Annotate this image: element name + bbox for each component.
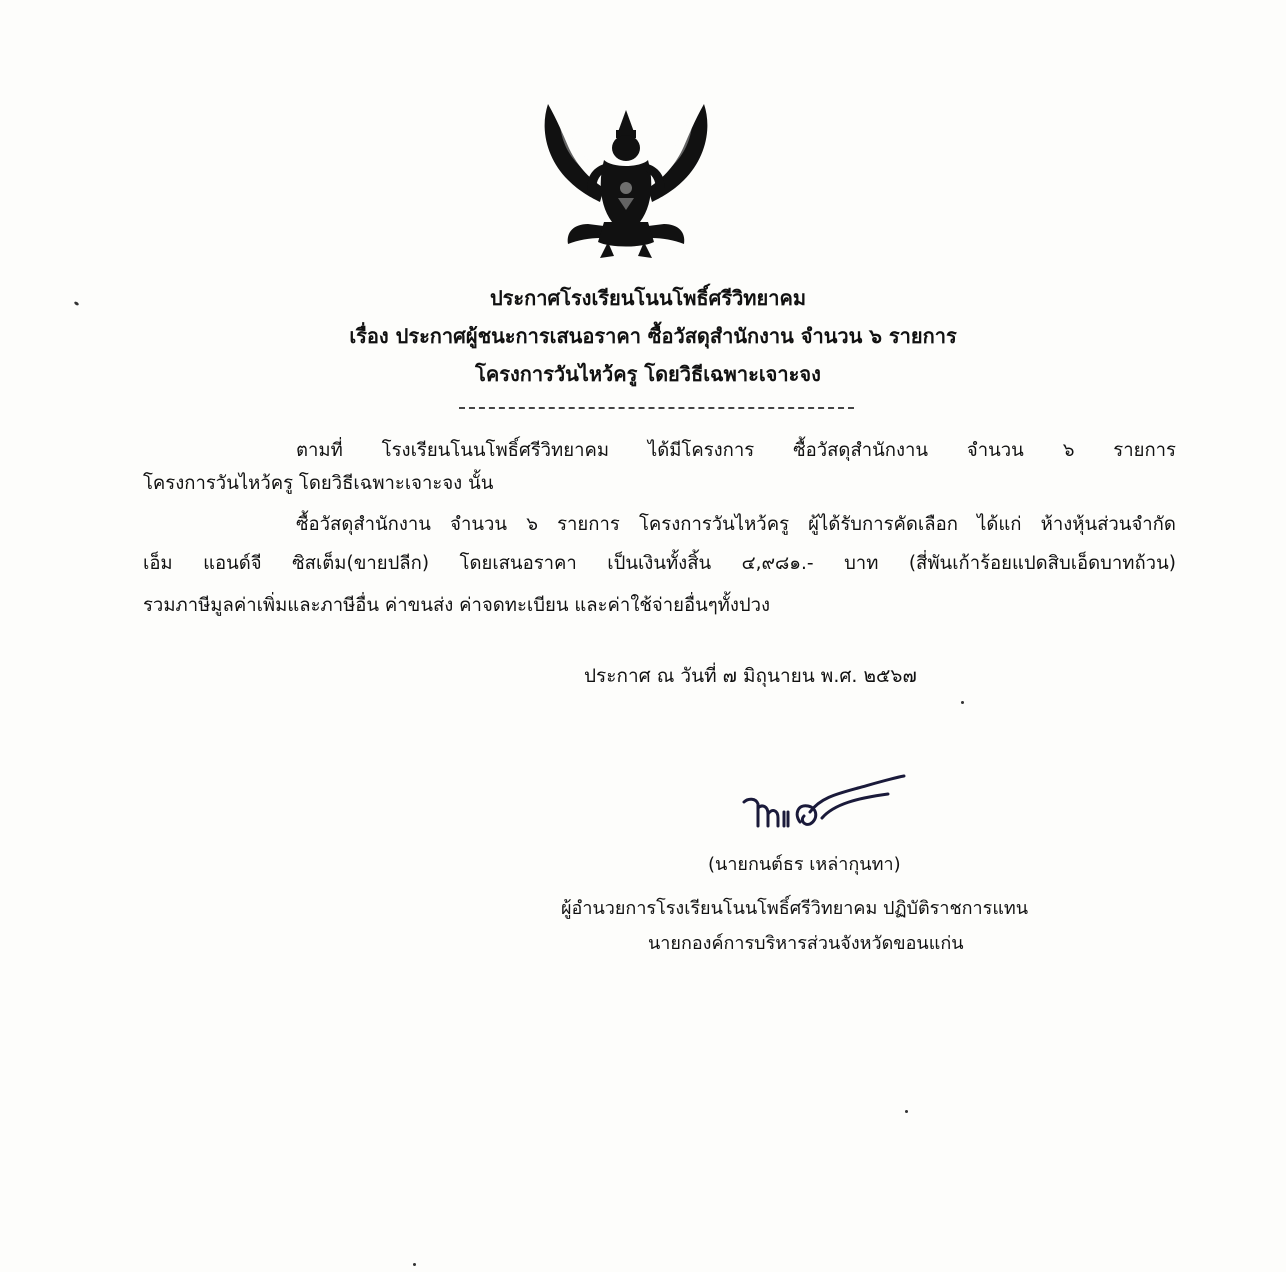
word: แอนด์จี (203, 553, 262, 574)
word: ๖ (1062, 440, 1075, 461)
word: ห้างหุ้นส่วนจำกัด (1040, 514, 1176, 535)
word: จำนวน (450, 514, 508, 535)
word: รายการ (557, 514, 620, 535)
paragraph-1-line-1 (296, 439, 1176, 463)
word: ซื้อวัสดุสำนักงาน (296, 514, 431, 535)
signatory-position: ผู้อำนวยการโรงเรียนโนนโพธิ์ศรีวิทยาคม ปฏิบัติราชการแทน (561, 898, 1029, 919)
signatory-on-behalf-of: นายกองค์การบริหารส่วนจังหวัดขอนแก่น (648, 933, 964, 954)
word: โครงการวันไหว้ครู (638, 514, 790, 535)
word: ซิสเต็ม(ขายปลีก) (292, 553, 430, 574)
announcement-date: ประกาศ ณ วันที่ ๗ มิถุนายน พ.ศ. ๒๕๖๗ (584, 665, 917, 687)
word: เอ็ม (143, 553, 173, 574)
scan-speck (961, 701, 964, 704)
header-divider (459, 407, 854, 409)
word: บาท (844, 553, 879, 574)
word: เป็นเงินทั้งสิ้น (607, 553, 712, 574)
word: ได้แก่ (977, 514, 1022, 535)
word: ซื้อวัสดุสำนักงาน (793, 440, 929, 461)
word: ๖ (526, 514, 538, 535)
word: ได้มีโครงการ (647, 440, 755, 461)
scan-speck (413, 1263, 416, 1266)
word: จำนวน (966, 440, 1024, 461)
document-subject: เรื่อง ประกาศผู้ชนะการเสนอราคา ซื้อวัสดุสำนักงาน จำนวน ๖ รายการ (349, 324, 957, 348)
price-in-words: (สี่พันเก้าร้อยแปดสิบเอ็ดบาทถ้วน) (908, 553, 1176, 574)
signatory-name: (นายกนต์ธร เหล่ากุนทา) (708, 854, 901, 875)
word: ผู้ได้รับการคัดเลือก (808, 514, 958, 535)
paragraph-2-line-2 (143, 552, 1176, 576)
paragraph-2-line-1 (296, 513, 1176, 537)
document-title: ประกาศโรงเรียนโนนโพธิ์ศรีวิทยาคม (489, 286, 806, 310)
word: ตามที่ (296, 440, 343, 461)
document-project: โครงการวันไหว้ครู โดยวิธีเฉพาะเจาะจง (475, 362, 821, 386)
paragraph-2-line-3: รวมภาษีมูลค่าเพิ่มและภาษีอื่น ค่าขนส่ง ค่าจดทะเบียน และค่าใช้จ่ายอื่นๆทั้งปวง (143, 595, 771, 616)
word: โรงเรียนโนนโพธิ์ศรีวิทยาคม (381, 440, 610, 461)
paragraph-1-line-2: โครงการวันไหว้ครู โดยวิธีเฉพาะเจาะจง นั้น (143, 473, 494, 494)
garuda-emblem-icon (538, 98, 714, 260)
price-amount: ๔,๙๘๑.- (741, 553, 814, 574)
scan-speck (905, 1110, 908, 1113)
word: รายการ (1113, 440, 1176, 461)
word: โดยเสนอราคา (459, 553, 577, 574)
handwritten-signature-icon (738, 768, 910, 838)
